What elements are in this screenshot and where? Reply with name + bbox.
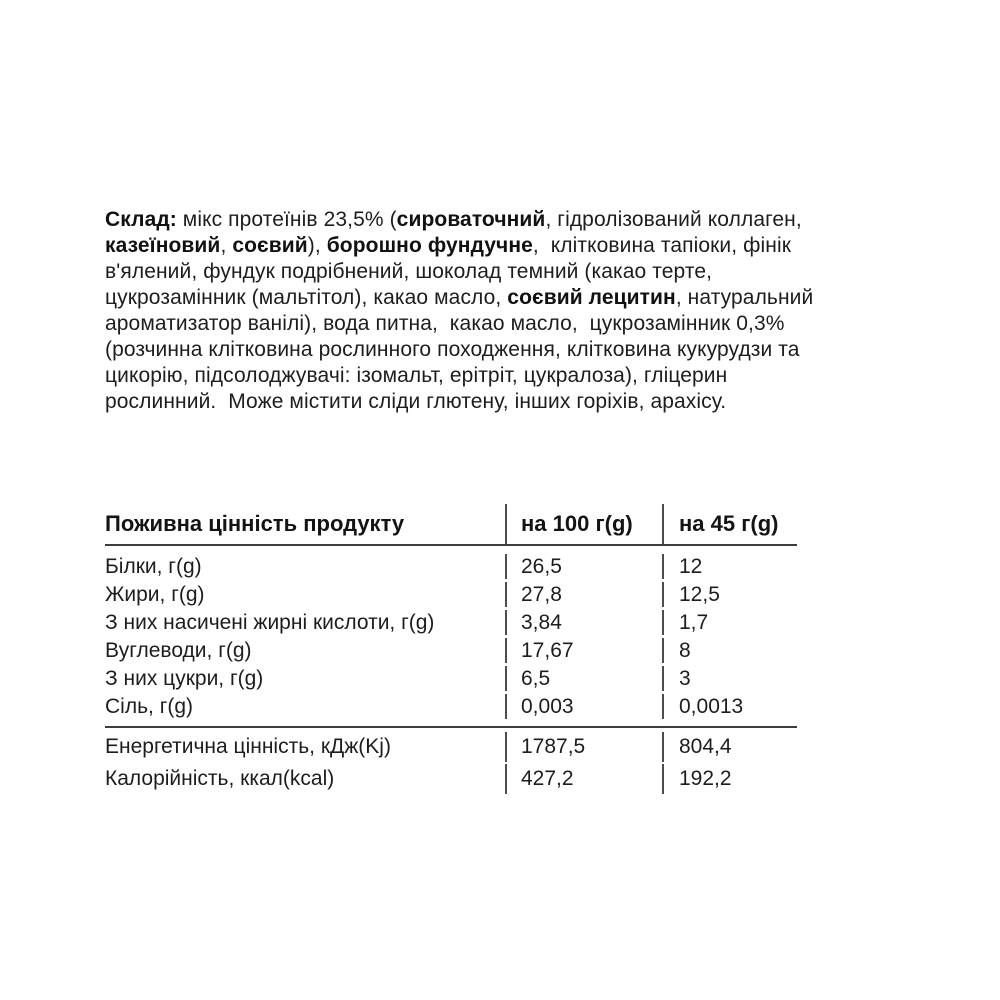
header-per-100g-label: на 100 г(g) — [521, 511, 633, 536]
ingredient-bold-text: казеїновий — [105, 234, 221, 257]
ingredient-text: ), — [307, 234, 327, 257]
ingredient-bold-text: соєвий — [232, 234, 308, 257]
value-per-100g — [505, 610, 662, 635]
table-row-saturated-fats — [105, 610, 797, 635]
ingredient-bold-text: Склад: — [105, 208, 177, 231]
nutrition-table — [105, 504, 797, 794]
value-per-100g — [505, 732, 662, 762]
table-row-energy-kj — [105, 732, 797, 762]
value-text: 12,5 — [679, 582, 720, 606]
ingredient-bold-text: сироваточний — [396, 208, 546, 231]
table-row-calories-kcal — [105, 764, 797, 794]
value-text: 804,4 — [679, 735, 732, 758]
value-text: 17,67 — [521, 638, 574, 662]
value-text: 0,003 — [521, 694, 574, 718]
ingredient-text: , натуральний — [675, 286, 814, 309]
value-per-45g — [662, 638, 797, 663]
header-nutrient-column: Поживна цінність продукту — [105, 511, 405, 536]
ingredient-text: , клітковина тапіоки, фінік — [532, 234, 792, 257]
ingredient-text: ароматизатор ванілі), вода питна, какао масло, цукрозамінник 0,3% — [105, 312, 785, 335]
value-text: 192,2 — [679, 767, 732, 790]
value-per-45g — [662, 554, 797, 579]
ingredient-text: цукрозамінник (мальтітол), какао масло, — [105, 286, 508, 309]
ingredients-paragraph — [105, 207, 915, 415]
value-per-45g — [662, 582, 797, 607]
ingredients-line — [105, 285, 915, 311]
nutrition-table-energy-section — [105, 728, 797, 794]
value-per-100g — [505, 554, 662, 579]
ingredient-text: рослинний. Може містити сліди глютену, інших горіхів, арахісу. — [105, 390, 727, 413]
value-per-100g — [505, 694, 662, 719]
value-per-100g — [505, 582, 662, 607]
ingredient-text: , — [220, 234, 233, 257]
value-per-100g — [505, 666, 662, 691]
value-per-100g — [505, 638, 662, 663]
table-row-carbohydrates — [105, 638, 797, 663]
nutrient-name: З них цукри, г(g) — [105, 666, 264, 690]
ingredient-text: мікс протеїнів 23,5% ( — [176, 208, 397, 231]
nutrient-name: Вуглеводи, г(g) — [105, 638, 252, 662]
table-row-proteins — [105, 554, 797, 579]
header-per-45g-label: на 45 г(g) — [679, 511, 779, 536]
value-per-45g — [662, 764, 797, 794]
value-text: 0,0013 — [679, 694, 744, 718]
header-per-45g-column — [662, 504, 797, 544]
value-text: 6,5 — [521, 666, 551, 690]
nutrient-name: Калорійність, ккал(kcal) — [105, 767, 335, 790]
value-per-45g — [662, 610, 797, 635]
value-text: 3 — [679, 666, 691, 690]
ingredients-line — [105, 337, 915, 363]
ingredients-line — [105, 233, 915, 259]
value-per-100g — [505, 764, 662, 794]
table-row-salt — [105, 694, 797, 719]
value-per-45g — [662, 666, 797, 691]
nutrition-table-header — [105, 504, 797, 544]
ingredients-line — [105, 311, 915, 337]
ingredient-text: цикорію, підсолоджувачі: ізомальт, ерітріт, цукралоза), гліцерин — [105, 364, 728, 387]
nutrition-table-body — [105, 546, 797, 726]
ingredients-line — [105, 389, 915, 415]
nutrient-name: Сіль, г(g) — [105, 694, 194, 718]
nutrient-name: Білки, г(g) — [105, 554, 202, 578]
value-text: 12 — [679, 554, 703, 578]
value-text: 1,7 — [679, 610, 709, 634]
value-per-45g — [662, 732, 797, 762]
ingredients-line — [105, 207, 915, 233]
ingredient-bold-text: борошно фундучне — [326, 234, 533, 257]
value-text: 3,84 — [521, 610, 562, 634]
table-row-sugars — [105, 666, 797, 691]
value-text: 8 — [679, 638, 691, 662]
nutrient-name: З них насичені жирні кислоти, г(g) — [105, 610, 435, 634]
ingredients-line — [105, 259, 915, 285]
ingredients-line — [105, 363, 915, 389]
value-text: 427,2 — [521, 767, 574, 790]
header-per-100g-column — [505, 504, 662, 544]
ingredient-text: , гідролізований коллаген, — [545, 208, 802, 231]
table-row-fats — [105, 582, 797, 607]
ingredient-text: (розчинна клітковина рослинного походження, клітковина кукурудзи та — [105, 338, 800, 361]
nutrient-name: Енергетична цінність, кДж(Kj) — [105, 735, 391, 758]
value-per-45g — [662, 694, 797, 719]
value-text: 26,5 — [521, 554, 562, 578]
ingredient-text: в'ялений, фундук подрібнений, шоколад темний (какао терте, — [105, 260, 713, 283]
value-text: 1787,5 — [521, 735, 586, 758]
nutrient-name: Жири, г(g) — [105, 582, 205, 606]
ingredient-bold-text: соєвий лецитин — [507, 286, 676, 309]
value-text: 27,8 — [521, 582, 562, 606]
